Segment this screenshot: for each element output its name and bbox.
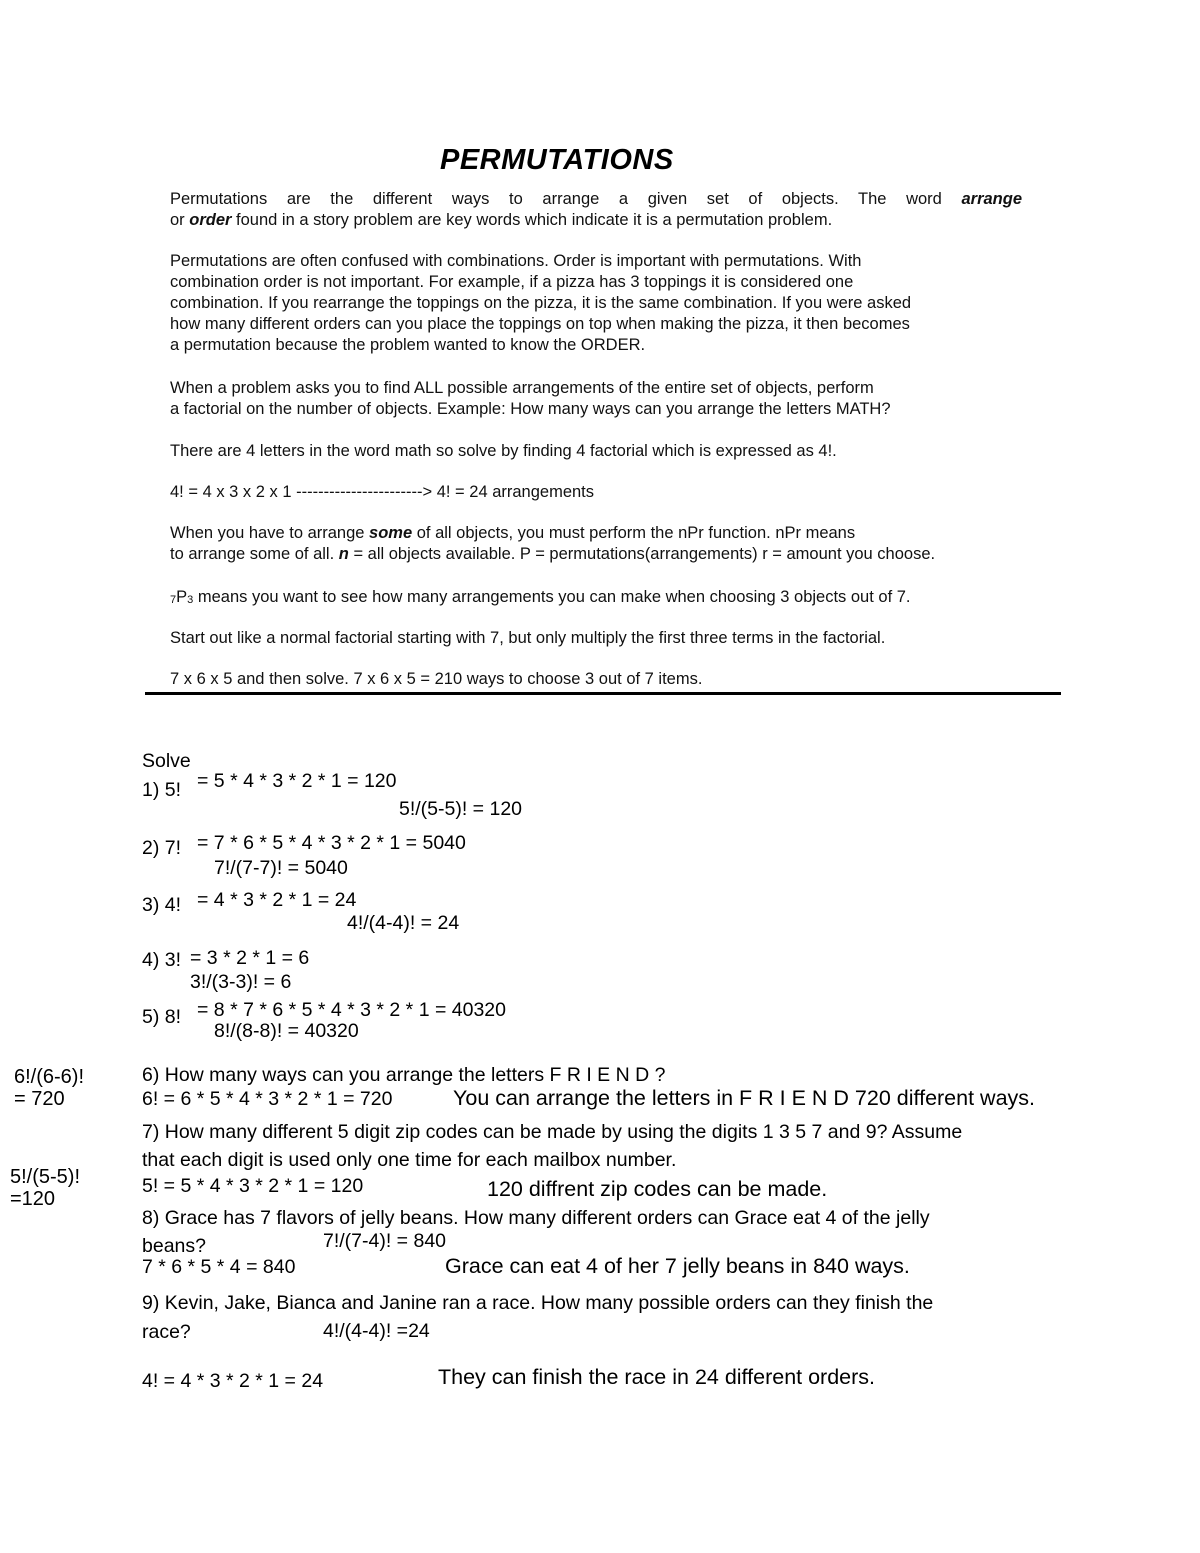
solve-heading: Solve — [142, 750, 191, 772]
intro-p1-line-2: or order found in a story problem are key words which indicate it is a permutation problem. — [170, 211, 833, 229]
intro-paragraph-8: Start out like a normal factorial starting with 7, but only multiply the first three terms in the factorial. — [170, 629, 886, 647]
q9-work: 4! = 4 * 3 * 2 * 1 = 24 — [142, 1370, 324, 1392]
q5-answer: = 8 * 7 * 6 * 5 * 4 * 3 * 2 * 1 = 40320 — [197, 999, 506, 1021]
q8-work: 7 * 6 * 5 * 4 = 840 — [142, 1256, 296, 1278]
intro-paragraph-5: 4! = 4 x 3 x 2 x 1 -----------------------> 4! = 24 arrangements — [170, 483, 595, 501]
intro-paragraph-3 — [170, 378, 1030, 420]
intro-p3-line: When a problem asks you to find ALL possible arrangements of the entire set of objects, perform — [170, 379, 874, 397]
intro-paragraph-1 — [170, 189, 1030, 231]
intro-paragraph-2 — [170, 251, 1030, 356]
intro-p2-line: combination. If you rearrange the toppings on the pizza, it is the same combination. If you were asked — [170, 294, 912, 312]
intro-p2-line: combination order is not important. For example, if a pizza has 3 toppings it is considered one — [170, 273, 854, 291]
q3-alt-answer: 4!/(4-4)! = 24 — [347, 912, 460, 934]
intro-paragraph-4: There are 4 letters in the word math so solve by finding 4 factorial which is expressed as 4!. — [170, 442, 837, 460]
intro-p2-line: a permutation because the problem wanted to know the ORDER. — [170, 336, 646, 354]
q9-question-line-1: 9) Kevin, Jake, Bianca and Janine ran a race. How many possible orders can they finish the — [142, 1292, 934, 1314]
q4-alt-answer: 3!/(3-3)! = 6 — [190, 971, 292, 993]
q7-sentence: 120 diffrent zip codes can be made. — [487, 1177, 828, 1201]
q2-label: 2) 7! — [142, 837, 182, 859]
q1-label: 1) 5! — [142, 779, 182, 801]
q8-question-line-2: beans? — [142, 1235, 206, 1257]
q7-work: 5! = 5 * 4 * 3 * 2 * 1 = 120 — [142, 1175, 364, 1197]
intro-p6-line-2: to arrange some of all. n = all objects available. P = permutations(arrangements) r = amount you choose. — [170, 545, 936, 563]
q7-question-line-1: 7) How many different 5 digit zip codes can be made by using the digits 1 3 5 7 and 9? Assume — [142, 1121, 963, 1143]
q1-alt-answer: 5!/(5-5)! = 120 — [399, 798, 523, 820]
q4-label: 4) 3! — [142, 949, 182, 971]
q9-question-line-2: race? — [142, 1321, 191, 1343]
q8-question-line-1: 8) Grace has 7 flavors of jelly beans. How many different orders can Grace eat 4 of the jelly — [142, 1207, 930, 1229]
q7-side-note: 5!/(5-5)! =120 — [10, 1166, 81, 1210]
q3-answer: = 4 * 3 * 2 * 1 = 24 — [197, 889, 357, 911]
q2-alt-answer: 7!/(7-7)! = 5040 — [214, 857, 348, 879]
intro-paragraph-7: $_7P_3$ means you want to see how many arrangements you can make when choosing 3 objects out of 7. — [170, 588, 911, 606]
q8-alt-answer: 7!/(7-4)! = 840 — [323, 1230, 447, 1252]
q3-label: 3) 4! — [142, 894, 182, 916]
intro-p2-line: Permutations are often confused with combinations. Order is important with permutations. With — [170, 252, 862, 270]
intro-p1-line-1: Permutations are the different ways to arrange a given set of objects. The word arrange — [170, 190, 1022, 208]
intro-p2-line: how many different orders can you place the toppings on top when making the pizza, it then becomes — [170, 315, 910, 333]
intro-p3-line: a factorial on the number of objects. Example: How many ways can you arrange the letters MATH? — [170, 400, 891, 418]
q2-answer: = 7 * 6 * 5 * 4 * 3 * 2 * 1 = 5040 — [197, 832, 466, 854]
intro-paragraph-6 — [170, 523, 1030, 565]
q7-question-line-2: that each digit is used only one time for each mailbox number. — [142, 1149, 677, 1171]
section-divider — [145, 692, 1061, 695]
q6-work: 6! = 6 * 5 * 4 * 3 * 2 * 1 = 720 — [142, 1088, 393, 1110]
q9-alt-answer: 4!/(4-4)! =24 — [323, 1320, 430, 1342]
q5-alt-answer: 8!/(8-8)! = 40320 — [214, 1020, 359, 1042]
intro-paragraph-9: 7 x 6 x 5 and then solve. 7 x 6 x 5 = 210 ways to choose 3 out of 7 items. — [170, 670, 703, 688]
q4-answer: = 3 * 2 * 1 = 6 — [190, 947, 310, 969]
q5-label: 5) 8! — [142, 1006, 182, 1028]
intro-p6-line-1: When you have to arrange some of all objects, you must perform the nPr function. nPr means — [170, 524, 856, 542]
q6-sentence: You can arrange the letters in F R I E N D 720 different ways. — [453, 1086, 1036, 1110]
page-title: PERMUTATIONS — [440, 144, 674, 176]
q9-sentence: They can finish the race in 24 different orders. — [438, 1365, 876, 1389]
q6-side-note: 6!/(6-6)! = 720 — [14, 1066, 85, 1110]
q8-sentence: Grace can eat 4 of her 7 jelly beans in 840 ways. — [445, 1254, 910, 1278]
q6-question: 6) How many ways can you arrange the letters F R I E N D ? — [142, 1064, 666, 1086]
q1-answer: = 5 * 4 * 3 * 2 * 1 = 120 — [197, 770, 397, 792]
